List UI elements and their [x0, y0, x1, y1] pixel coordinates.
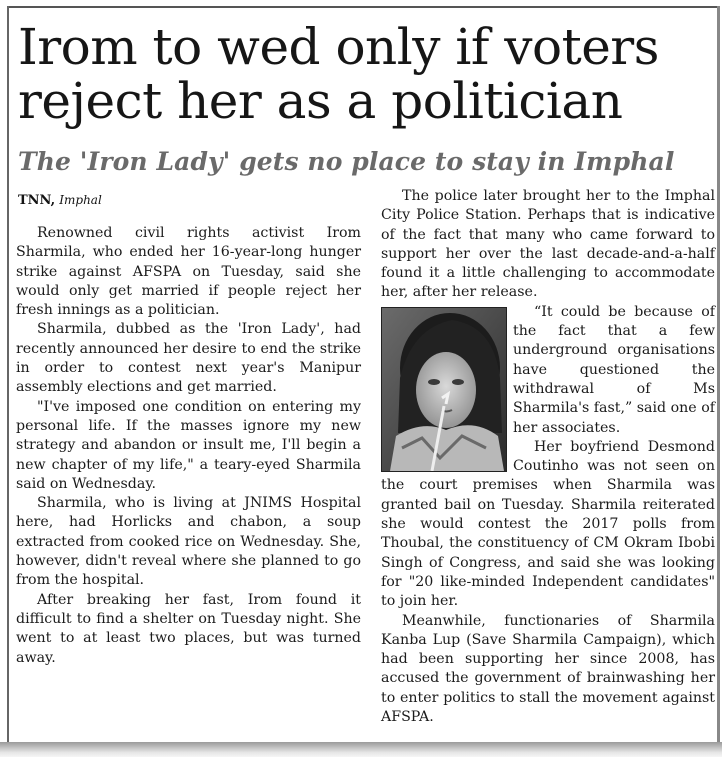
paragraph: Sharmila, who is living at JNIMS Hospital here, had Horlicks and chabon, a soup extracted from cooked rice on Wednesday. She, however, didn't reveal where she planned to go from the hospital.	[16, 495, 361, 589]
byline	[18, 191, 102, 210]
left-column	[16, 224, 361, 668]
paragraph: "I've imposed one condition on entering my personal life. If the masses ignore my new strategy and abandon or insult me, I'll begin a new chapter of my life," a teary-eyed Sharmila said on Wednesday.	[16, 398, 361, 492]
page-bottom-shadow	[0, 742, 722, 757]
portrait-photo	[381, 307, 507, 472]
byline-agency: TNN,	[18, 193, 56, 208]
paragraph: Her boyfriend Desmond Coutinho was not seen on the court premises when Sharmila was granted bail on Tuesday. Sharmila reiterated she would contest the 2017 polls from Thoubal, the constituency of CM Okram Ibobi Singh of Congress, and said she was looking for "20 like-minded Independent candidates" to join her.	[381, 438, 715, 610]
top-border-rule	[8, 6, 720, 8]
paragraph: “It could be because of the fact that a few underground organisations have questioned the withdrawal of Ms Sharmila's fast,” said one of her associates.	[513, 303, 715, 436]
headline: Irom to wed only if voters reject her as a politician	[18, 18, 659, 130]
right-column	[381, 187, 715, 727]
subheadline: The 'Iron Lady' gets no place to stay in Imphal	[18, 147, 675, 176]
paragraph: Sharmila, dubbed as the 'Iron Lady', had recently announced her desire to end the strike in order to contest next year's Manipur assembly elections and get married.	[16, 321, 361, 396]
paragraph: After breaking her fast, Irom found it difficult to find a shelter on Tuesday night. She went to at least two places, but was turned away.	[16, 591, 361, 666]
left-border-rule	[7, 6, 9, 744]
paragraph: Meanwhile, functionaries of Sharmila Kanba Lup (Save Sharmila Campaign), which had been supporting her since 2008, has accused the government of brainwashing her to enter politics to stall the movement against AFSPA.	[381, 612, 715, 726]
paragraph: The police later brought her to the Imphal City Police Station. Perhaps that is indicative of the fact that many who came forward to support her over the last decade-and-a-half found it a little challenging to accommodate her, after her release.	[381, 188, 715, 301]
paragraph: Renowned civil rights activist Irom Sharmila, who ended her 16-year-long hunger strike against AFSPA on Tuesday, said she would only get married if people reject her fresh innings as a politician.	[16, 225, 361, 319]
byline-location: Imphal	[59, 193, 102, 207]
